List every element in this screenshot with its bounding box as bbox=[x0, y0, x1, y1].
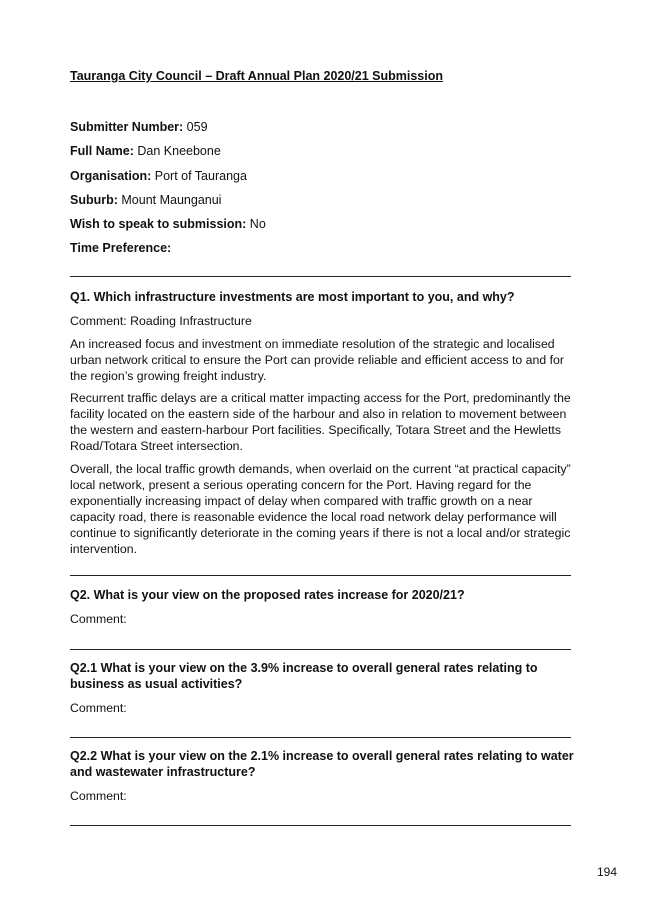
divider-3 bbox=[70, 649, 571, 650]
q1-question: Q1. Which infrastructure investments are most important to you, and why? bbox=[70, 290, 515, 304]
q1-paragraph-2: Recurrent traffic delays are a critical matter impacting access for the Port, predominantly the facility located on the eastern side of the harbour and also in relation to movement between the western and eastern-harbour Port facilities. Specifically, Totara Street and the Hewletts Road/Totara Street intersection. bbox=[70, 391, 571, 453]
divider-1 bbox=[70, 276, 571, 277]
q2-2-comment: Comment: bbox=[70, 789, 127, 803]
field-time-preference bbox=[70, 240, 266, 264]
field-value: Mount Maunganui bbox=[117, 192, 222, 207]
field-value: Port of Tauranga bbox=[151, 168, 247, 183]
q1-paragraph-1: An increased focus and investment on immediate resolution of the strategic and localised urban network critical to ensure the Port can provide reliable and efficient access to and for the region’s growing freight industry. bbox=[70, 337, 564, 383]
field-label: Suburb: bbox=[70, 192, 118, 207]
q2-2-question: Q2.2 What is your view on the 2.1% increase to overall general rates relating to water and wastewater infrastructure? bbox=[70, 749, 574, 779]
field-value: Dan Kneebone bbox=[133, 144, 221, 159]
divider-4 bbox=[70, 737, 571, 738]
page-number: 194 bbox=[596, 865, 617, 879]
field-submitter-number bbox=[70, 119, 266, 143]
q2-1-comment: Comment: bbox=[70, 701, 127, 715]
field-wish-to-speak bbox=[70, 216, 266, 240]
field-label: Time Preference: bbox=[70, 241, 172, 256]
field-value: 059 bbox=[183, 120, 208, 134]
field-organisation bbox=[70, 168, 266, 192]
field-label: Wish to speak to submission: bbox=[70, 217, 247, 232]
document-title: Tauranga City Council – Draft Annual Plan 2020/21 Submission bbox=[70, 69, 444, 83]
q2-comment: Comment: bbox=[70, 612, 127, 626]
divider-5 bbox=[70, 825, 571, 826]
field-value: No bbox=[246, 217, 266, 232]
field-full-name bbox=[70, 143, 266, 167]
q2-1-question: Q2.1 What is your view on the 3.9% increase to overall general rates relating to business as usual activities? bbox=[70, 661, 538, 691]
divider-2 bbox=[70, 575, 571, 576]
submitter-details bbox=[70, 119, 266, 265]
field-label: Full Name: bbox=[70, 144, 134, 159]
q2-question: Q2. What is your view on the proposed rates increase for 2020/21? bbox=[70, 588, 465, 602]
q1-comment: Comment: Roading Infrastructure bbox=[70, 314, 252, 328]
q1-paragraph-3: Overall, the local traffic growth demands, when overlaid on the current “at practical capacity” local network, present a serious operating concern for the Port. Having regard for the exponentially increasing impact of delay when compared with traffic growth on a near capacity road, there is reasonable evidence the local road network delay performance will continue to significantly deteriorate in the coming years if there is not a local and/or strategic intervention. bbox=[70, 462, 571, 556]
field-label: Organisation: bbox=[70, 168, 152, 183]
field-label: Submitter Number: bbox=[70, 120, 184, 134]
field-suburb bbox=[70, 192, 266, 216]
